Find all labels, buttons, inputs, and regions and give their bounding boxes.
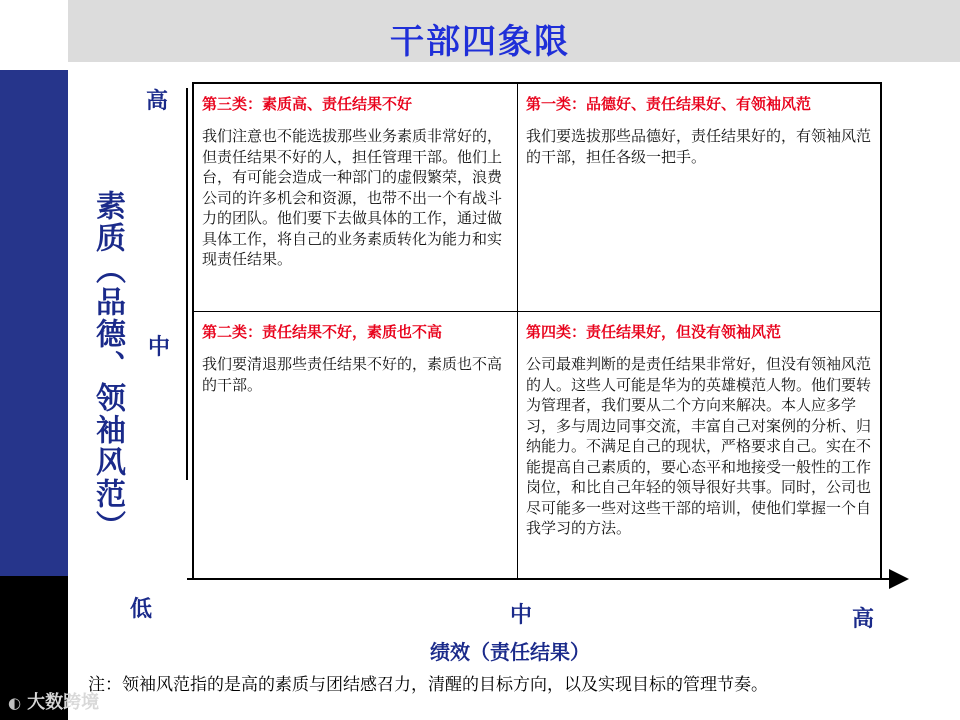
quadrant-top-left <box>194 84 518 312</box>
brand-logo <box>8 688 99 714</box>
quadrant-title: 第四类：责任结果好，但没有领袖风范 <box>526 323 782 341</box>
page-title: 干部四象限 <box>390 22 570 62</box>
logo-text: 大数跨境 <box>27 692 100 713</box>
y-axis-low-label: 低 <box>130 597 153 622</box>
quadrant-body: 我们要清退那些责任结果不好的，素质也不高的干部。 <box>202 355 503 394</box>
quadrant-body: 公司最难判断的是责任结果非常好，但没有领袖风范的人。这些人可能是华为的英雄模范人物。他们要转为管理者，我们要从二个方向来解决。本人应多学习，多与周边同事交流，丰富自己对案例的分析、归纳能力。不满足自己的现状，严格要求自己。实在不能提高自己素质的，要心态平和地接受一般性的工作岗位，和比自己年轻的领导很好共事。同时，公司也尽可能多一些对这些干部的培训，使他们掌握一个自我学习的方法。 <box>526 355 872 537</box>
x-axis-mid-label: 中 <box>510 603 533 628</box>
y-axis-title: 素质（品德、领袖风范） <box>90 190 125 542</box>
quadrant-body: 我们注意也不能选拔那些业务素质非常好的，但责任结果不好的人，担任管理干部。他们上台，有可能会造成一种部门的虚假繁荣，浪费公司的许多机会和资源，也带不出一个有战斗力的团队。他们要下去做具体的工作，通过做具体工作，将自己的业务素质转化为能力和实现责任结果。 <box>202 127 503 268</box>
x-axis-high-label: 高 <box>852 607 875 632</box>
quadrant-title: 第三类：素质高、责任结果不好 <box>202 95 413 113</box>
quadrant-title: 第二类：责任结果不好，素质也不高 <box>202 323 443 341</box>
quadrant-title: 第一类：品德好、责任结果好、有领袖风范 <box>526 95 812 113</box>
quadrant-body: 我们要选拔那些品德好，责任结果好的，有领袖风范的干部，担任各级一把手。 <box>526 127 872 166</box>
logo-mark-icon: ◐ <box>8 694 22 712</box>
footnote: 注：领袖风范指的是高的素质与团结感召力，清醒的目标方向，以及实现目标的管理节奏。 <box>88 675 768 695</box>
quadrant-grid <box>192 82 882 580</box>
y-axis-high-label: 高 <box>146 89 169 114</box>
quadrant-bottom-left <box>194 312 518 578</box>
y-axis-mid-label: 中 <box>148 335 171 360</box>
quadrant-top-right <box>518 84 880 312</box>
quadrant-bottom-right <box>518 312 880 578</box>
x-axis-title: 绩效（责任结果） <box>430 640 590 664</box>
